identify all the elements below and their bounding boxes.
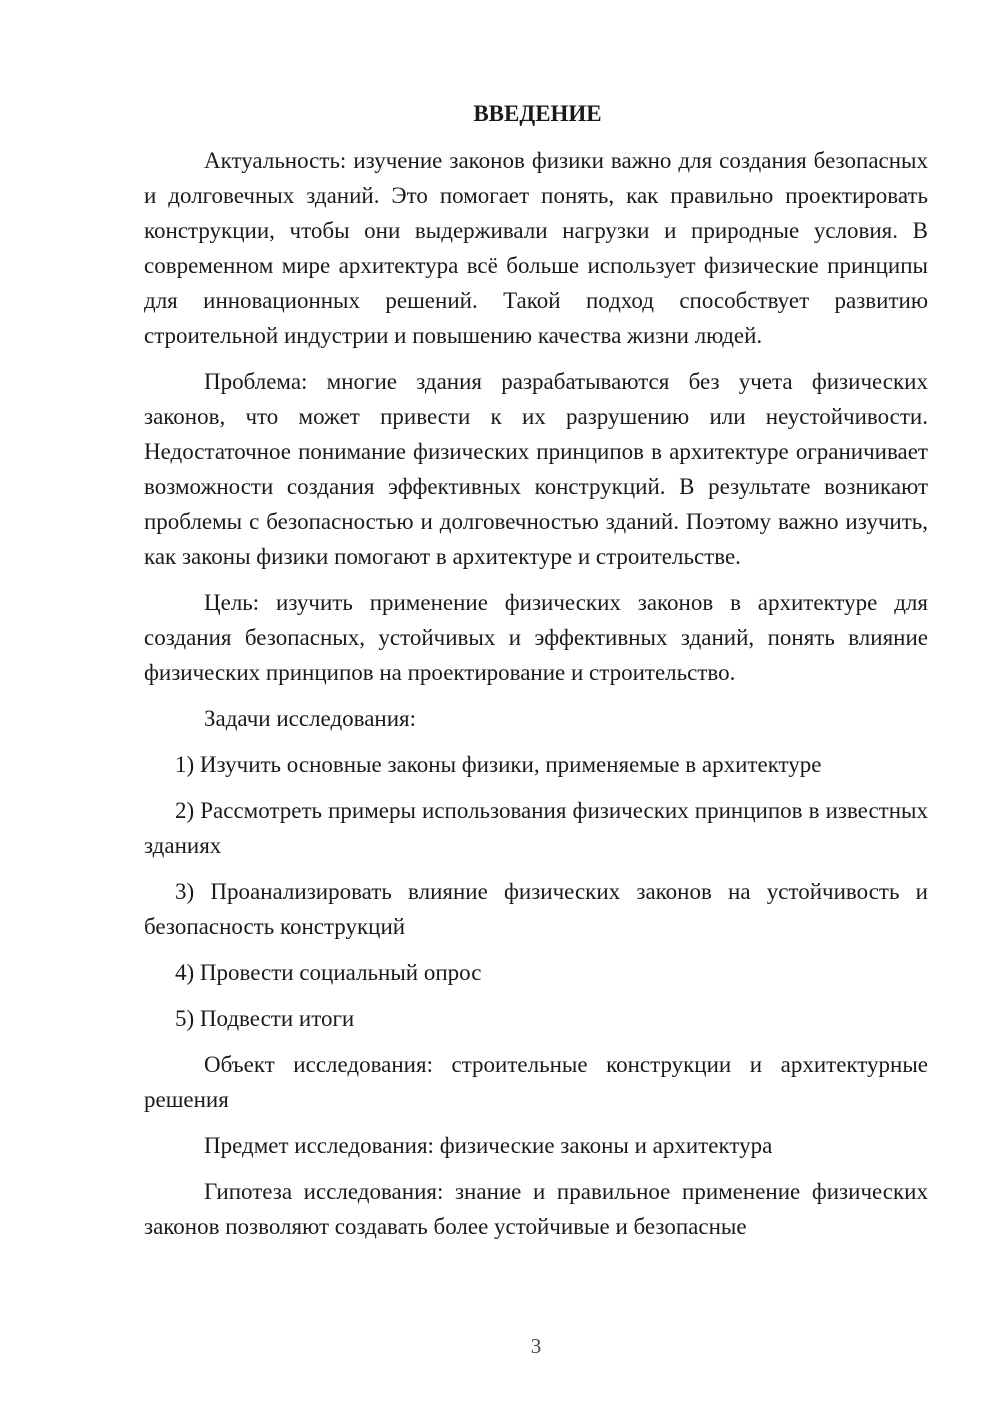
paragraph-goal: Цель: изучить применение физических законов в архитектуре для создания безопасных, устойчивых и эффективных зданий, понять влияние физических принципов на проектирование и строительство. xyxy=(144,590,928,685)
paragraph-problem: Проблема: многие здания разрабатываются без учета физических законов, что может привести к их разрушению или неустойчивости. Недостаточное понимание физических принципов в архитектуре ограничивает возможности создания эффективных конструкций. В результате возникают проблемы с безопасностью и долговечностью зданий. Поэтому важно изучить, как законы физики помогают в архитектуре и строительстве. xyxy=(144,369,928,569)
paragraph-hypothesis: Гипотеза исследования: знание и правильное применение физических законов позволяют создавать более устойчивые и безопасные xyxy=(144,1179,928,1239)
paragraph-relevance: Актуальность: изучение законов физики важно для создания безопасных и долговечных зданий. Это помогает понять, как правильно проектировать конструкции, чтобы они выдерживали нагрузки и природные условия. В современном мире архитектура всё больше использует физические принципы для инновационных решений. Такой подход способствует развитию строительной индустрии и повышению качества жизни людей. xyxy=(144,148,928,348)
task-item-4: 4) Провести социальный опрос xyxy=(175,960,482,985)
tasks-heading: Задачи исследования: xyxy=(204,706,417,731)
page-number: 3 xyxy=(530,1334,542,1358)
page-title: ВВЕДЕНИЕ xyxy=(473,101,602,126)
task-item-3: 3) Проанализировать влияние физических законов на устойчивость и безопасность конструкций xyxy=(144,879,928,939)
paragraph-object: Объект исследования: строительные конструкции и архитектурные решения xyxy=(144,1052,928,1112)
task-item-1: 1) Изучить основные законы физики, применяемые в архитектуре xyxy=(175,752,822,777)
task-item-5: 5) Подвести итоги xyxy=(175,1006,355,1031)
paragraph-subject: Предмет исследования: физические законы и архитектура xyxy=(204,1133,773,1158)
task-item-2: 2) Рассмотреть примеры использования физических принципов в известных зданиях xyxy=(144,798,928,858)
document-body xyxy=(144,96,928,1244)
